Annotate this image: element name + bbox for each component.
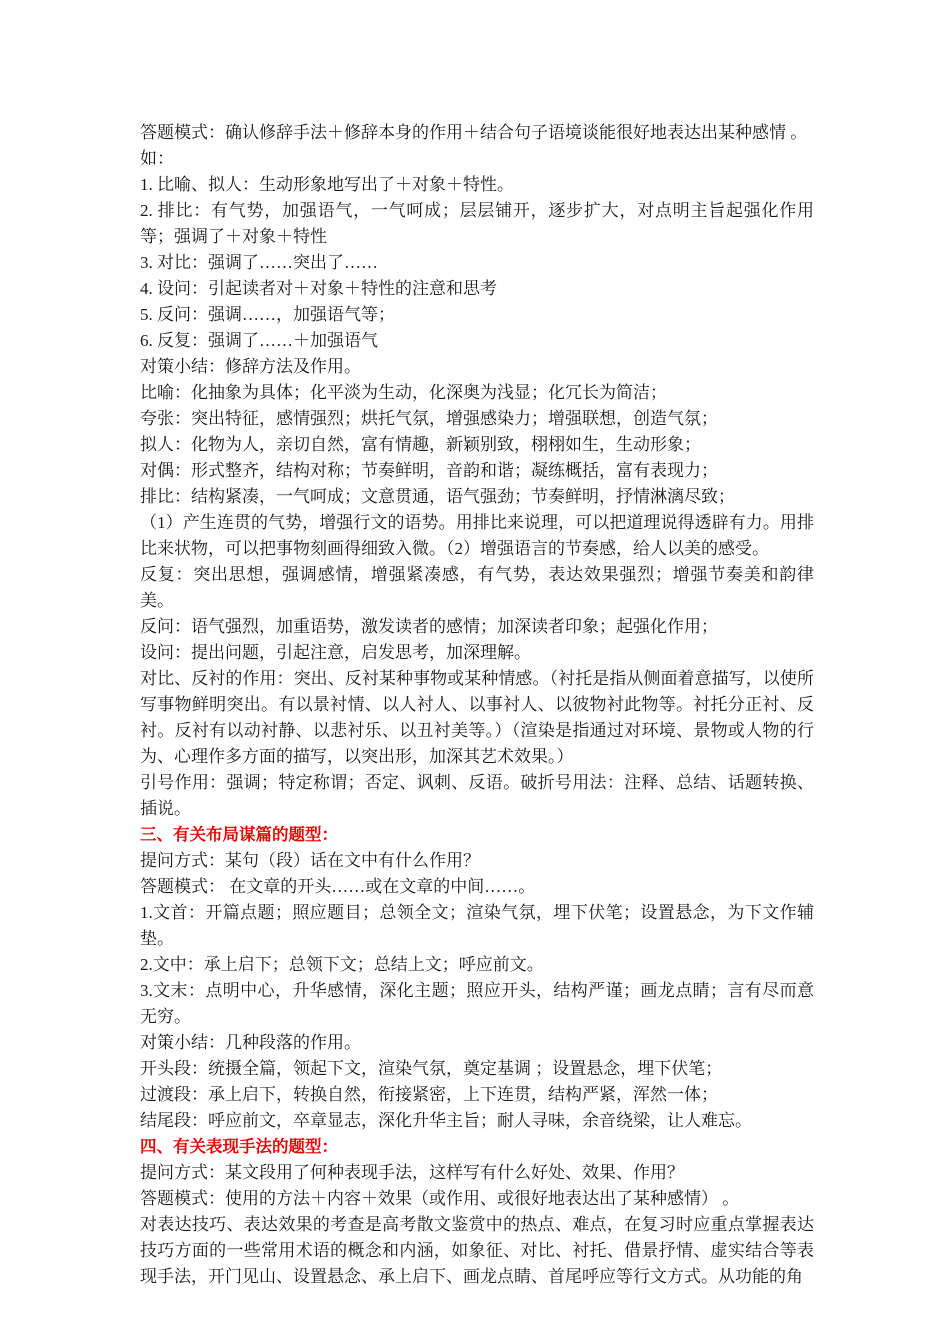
paragraph: 比喻：化抽象为具体；化平淡为生动，化深奥为浅显；化冗长为简洁； [140,383,667,402]
paragraph: 排比：结构紧凑，一气呵成；文意贯通，语气强劲；节奏鲜明，抒情淋漓尽致； [140,487,735,506]
paragraph: 结尾段：呼应前文，卒章显志，深化升华主旨；耐人寻味，余音绕梁，让人难忘。 [140,1111,752,1130]
paragraph: 反问：语气强烈，加重语势，激发读者的感情；加深读者印象；起强化作用； [140,617,718,636]
paragraph: 1.文首：开篇点题；照应题目；总领全文；渲染气氛，埋下伏笔；设置悬念，为下文作辅垫。 [140,903,814,948]
paragraph: 6. 反复：强调了……＋加强语气 [140,331,378,350]
paragraph: 对表达技巧、表达效果的考查是高考散文鉴赏中的热点、难点，在复习时应重点掌握表达技巧方面的一些常用术语的概念和内涵，如象征、对比、衬托、借景抒情、虚实结合等表现手法，开门见山、设置悬念、承上启下、画龙点睛、首尾呼应等行文方式。从功能的角 [140,1215,814,1286]
paragraph: 对比、反衬的作用：突出、反衬某种事物或某种情感。（衬托是指从侧面着意描写，以使所写事物鲜明突出。有以景衬情、以人衬人、以事衬人、以彼物衬此物等。衬托分正衬、反衬。反衬有以动衬静、以悲衬乐、以丑衬美等。）（渲染是指通过对环境、景物或人物的行为、心理作多方面的描写，以突出形，加深其艺术效果。） [140,669,814,766]
paragraph: 对偶：形式整齐，结构对称；节奏鲜明，音韵和谐；凝练概括，富有表现力； [140,461,718,480]
paragraph: 开头段：统摄全篇，领起下文，渲染气氛，奠定基调 ；设置悬念，埋下伏笔； [140,1059,723,1078]
paragraph: 答题模式：确认修辞手法＋修辞本身的作用＋结合句子语境谈能很好地表达出某种感情 。 [140,123,808,142]
paragraph: 2.文中：承上启下；总领下文；总结上文；呼应前文。 [140,955,544,974]
paragraph: 对策小结：修辞方法及作用。 [140,357,361,376]
section-heading-4: 四、有关表现手法的题型： [140,1138,338,1156]
paragraph: （1）产生连贯的气势，增强行文的语势。用排比来说理，可以把道理说得透辟有力。用排比来状物，可以把事物刻画得细致入微。（2）增强语言的节奏感，给人以美的感受。 [140,513,814,558]
paragraph: 对策小结：几种段落的作用。 [140,1033,361,1052]
paragraph: 反复：突出思想，强调感情，增强紧凑感，有气势，表达效果强烈；增强节奏美和韵律美。 [140,565,814,610]
paragraph: 提问方式：某文段用了何种表现手法，这样写有什么好处、效果、作用？ [140,1163,684,1182]
paragraph: 2. 排比：有气势，加强语气，一气呵成；层层铺开，逐步扩大，对点明主旨起强化作用等；强调了＋对象＋特性 [140,201,814,246]
paragraph: 过渡段：承上启下，转换自然，衔接紧密，上下连贯，结构严紧，浑然一体； [140,1085,718,1104]
paragraph: 设问：提出问题，引起注意，启发思考，加深理解。 [140,643,531,662]
paragraph: 引号作用：强调；特定称谓；否定、讽刺、反语。破折号用法：注释、总结、话题转换、插说。 [140,773,814,818]
paragraph: 1. 比喻、拟人：生动形象地写出了＋对象＋特性。 [140,175,514,194]
paragraph: 拟人：化物为人，亲切自然，富有情趣，新颖别致，栩栩如生，生动形象； [140,435,701,454]
paragraph: 答题模式： 在文章的开头……或在文章的中间……。 [140,877,536,896]
section-heading-3: 三、有关布局谋篇的题型： [140,826,338,844]
paragraph: 3. 对比：强调了……突出了…… [140,253,378,272]
paragraph: 夸张：突出特征，感情强烈；烘托气氛，增强感染力；增强联想，创造气氛； [140,409,718,428]
paragraph: 3.文末：点明中心，升华感情，深化主题；照应开头，结构严谨；画龙点睛；言有尽而意无穷。 [140,981,814,1026]
paragraph: 4. 设问：引起读者对＋对象＋特性的注意和思考 [140,279,497,298]
paragraph: 如： [140,149,174,168]
paragraph: 5. 反问：强调……，加强语气等； [140,305,395,324]
paragraph: 答题模式：使用的方法＋内容＋效果（或作用、或很好地表达出了某种感情） 。 [140,1189,740,1208]
document-page [140,120,814,1290]
paragraph: 提问方式：某句（段）话在文中有什么作用？ [140,851,480,870]
